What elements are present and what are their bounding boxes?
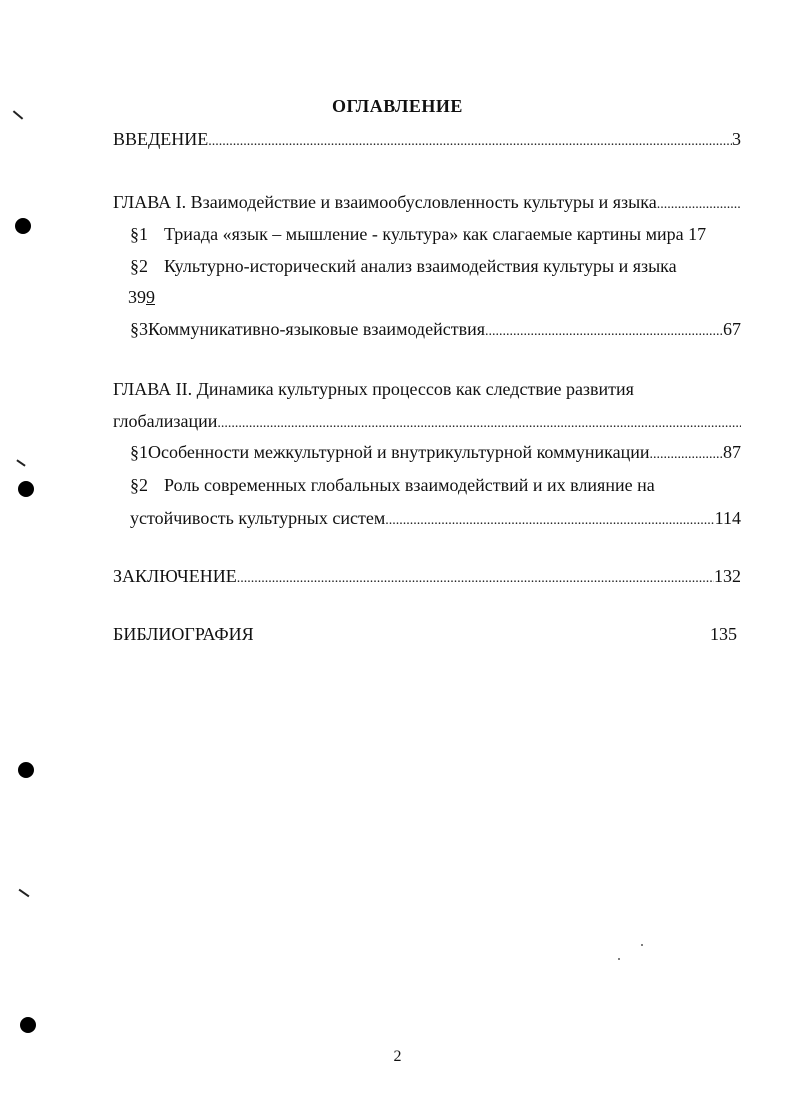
punch-hole <box>18 762 34 778</box>
section-number: §2 <box>130 256 148 276</box>
toc-entry-ch1-sec2-page <box>128 286 155 308</box>
section-number: §1 <box>130 224 148 244</box>
toc-entry-label: Культурно-исторический анализ взаимодействия культуры и языка <box>164 256 677 276</box>
scan-speck <box>618 958 620 960</box>
punch-hole <box>15 218 31 234</box>
dot-leader <box>657 194 741 216</box>
toc-entry-label: Триада «язык – мышление - культура» как слагаемые картины мира <box>164 224 684 244</box>
toc-entry-page: 39 <box>128 287 146 307</box>
toc-entry-chapter-2-cont <box>113 410 741 435</box>
toc-entry-chapter-2: ГЛАВА II. Динамика культурных процессов как следствие развития <box>113 379 634 399</box>
toc-entry-label: глобализации <box>113 411 218 431</box>
scan-speck <box>641 944 643 946</box>
toc-entry-ch2-sec2-cont <box>130 507 741 532</box>
toc-entry-page: 132 <box>714 566 741 586</box>
toc-entry-label: ЗАКЛЮЧЕНИЕ <box>113 566 237 586</box>
toc-entry-bibliography-label: БИБЛИОГРАФИЯ <box>113 624 254 644</box>
toc-entry-label: устойчивость культурных систем <box>130 508 386 528</box>
toc-entry-page: 3 <box>732 129 741 149</box>
toc-entry-ch1-sec2 <box>130 255 677 277</box>
toc-entry-bibliography-page: 135 <box>710 624 737 644</box>
toc-entry-ch2-sec1 <box>130 441 741 466</box>
section-number: §3 <box>130 319 148 339</box>
punch-hole <box>20 1017 36 1033</box>
toc-title: ОГЛАВЛЕНИЕ <box>332 96 463 116</box>
toc-entry-page: 67 <box>723 319 741 339</box>
toc-entry-label: Коммуникативно-языковые взаимодействия <box>148 319 485 339</box>
toc-entry-label: Особенности межкультурной и внутрикультурной коммуникации <box>148 442 650 462</box>
dot-leader <box>208 131 732 153</box>
punch-hole <box>18 481 34 497</box>
toc-entry-chapter-1 <box>113 191 741 216</box>
toc-entry-page: 87 <box>723 442 741 462</box>
dot-leader <box>485 321 723 343</box>
section-number: §1 <box>130 442 148 462</box>
toc-entry-label: ВВЕДЕНИЕ <box>113 129 209 149</box>
dot-leader <box>385 510 714 532</box>
scan-mark <box>16 459 25 466</box>
toc-entry-label: Роль современных глобальных взаимодействий и их влияние на <box>164 475 655 495</box>
toc-entry-page: 114 <box>714 508 741 528</box>
toc-entry-ch1-sec3 <box>130 318 741 343</box>
dot-leader <box>237 568 714 590</box>
page-number: 2 <box>393 1048 402 1065</box>
toc-entry-label: ГЛАВА I. Взаимодействие и взаимообусловленность культуры и языка <box>113 192 657 212</box>
toc-entry-conclusion <box>113 565 741 590</box>
dot-leader <box>217 413 741 435</box>
toc-entry-ch2-sec2 <box>130 474 655 496</box>
toc-entry-intro <box>113 128 741 153</box>
section-number: §2 <box>130 475 148 495</box>
toc-entry-page: 17 <box>688 224 707 244</box>
scan-mark <box>19 889 30 898</box>
toc-entry-page-underlined: 9 <box>146 287 155 307</box>
toc-entry-ch1-sec1 <box>130 223 706 245</box>
dot-leader <box>650 444 724 466</box>
